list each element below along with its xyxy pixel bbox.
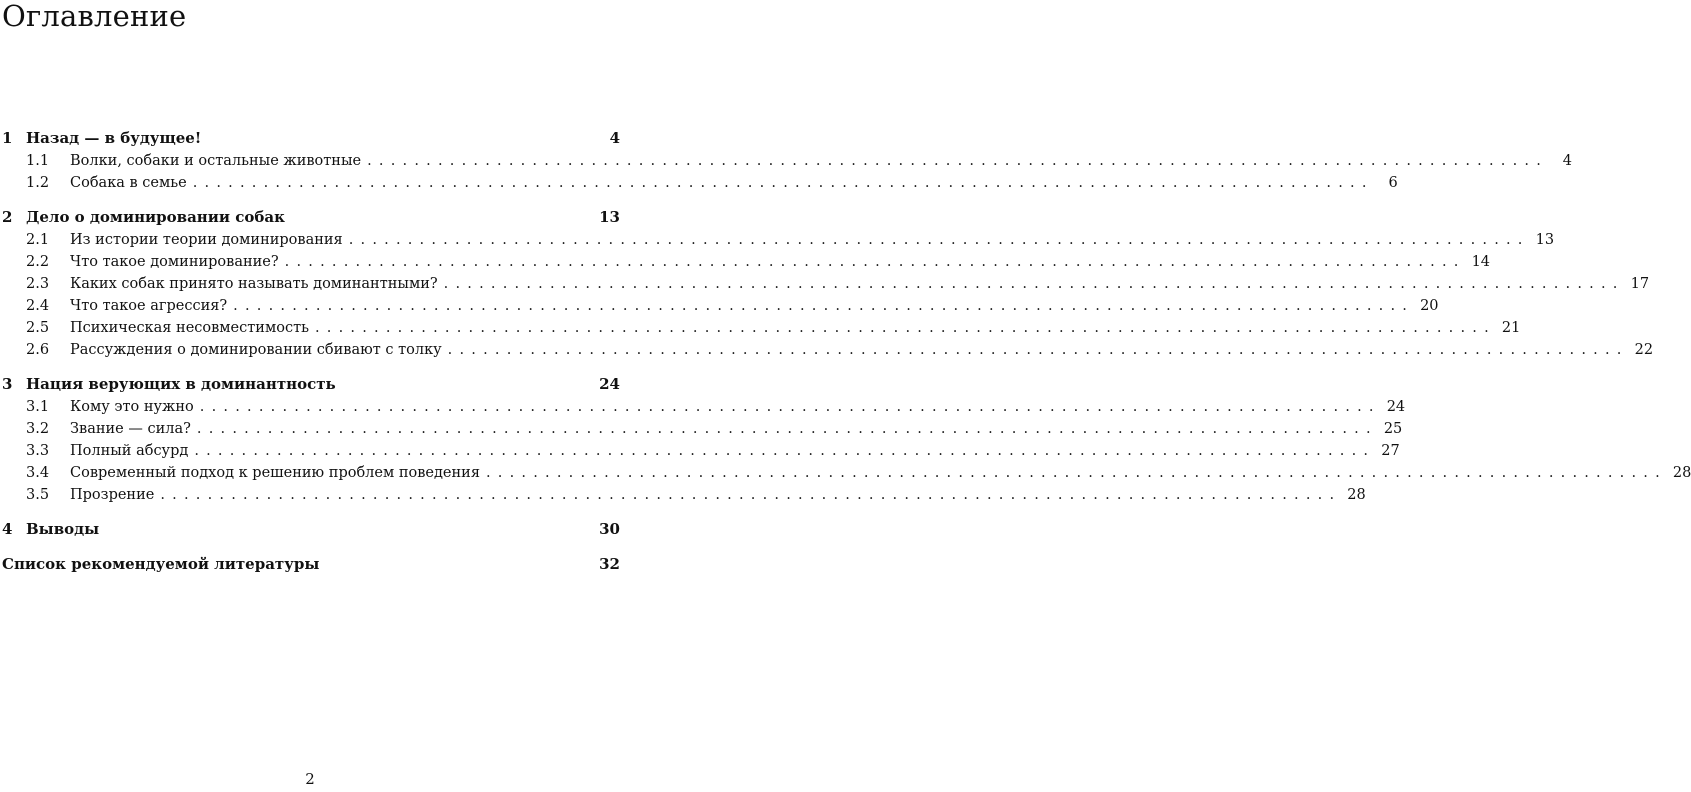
toc-section-entry[interactable] — [0, 396, 1406, 418]
dot-leader: .................................................................................................... — [196, 421, 1378, 437]
section-number: 2.5 — [26, 320, 50, 336]
section-number: 2.1 — [26, 232, 50, 248]
section-number: 3.2 — [26, 421, 50, 437]
section-page: 17 — [1630, 276, 1650, 292]
section-title: Звание — сила? — [70, 421, 191, 437]
toc-chapter-1 — [0, 126, 1573, 194]
chapter-number: 1 — [2, 129, 13, 147]
toc-section-entry[interactable] — [0, 295, 1439, 317]
toc-section-entry[interactable] — [0, 462, 1691, 484]
page-title: Оглавление — [2, 0, 187, 33]
dot-leader: .................................................................................................... — [284, 254, 1466, 270]
section-page: 6 — [1388, 175, 1398, 191]
toc-chapter-3 — [0, 372, 1691, 506]
section-number: 2.3 — [26, 276, 50, 292]
section-page: 25 — [1383, 421, 1403, 437]
chapter-page: 13 — [599, 208, 620, 226]
section-number: 3.5 — [26, 487, 50, 503]
toc-chapter-4 — [0, 517, 620, 541]
toc-section-entry[interactable] — [0, 339, 1654, 361]
toc-chapter-2 — [0, 205, 1654, 361]
toc-section-entry[interactable] — [0, 150, 1573, 172]
chapter-page: 30 — [599, 520, 620, 538]
bibliography-page: 32 — [599, 555, 620, 573]
toc-section-entry[interactable] — [0, 418, 1403, 440]
table-of-contents — [0, 126, 1691, 576]
dot-leader: .................................................................................................... — [199, 399, 1381, 415]
section-title: Прозрение — [70, 487, 155, 503]
toc-section-entry[interactable] — [0, 273, 1650, 295]
chapter-spacer — [0, 506, 620, 517]
section-title: Рассуждения о доминировании сбивают с толку — [70, 342, 442, 358]
toc-chapter-entry[interactable] — [0, 126, 620, 150]
section-page: 27 — [1381, 443, 1400, 459]
section-title: Что такое агрессия? — [70, 298, 228, 314]
section-title: Из истории теории доминирования — [70, 232, 343, 248]
chapter-title: Выводы — [26, 520, 100, 538]
dot-leader: .................................................................................................... — [315, 320, 1496, 336]
section-page: 14 — [1471, 254, 1491, 270]
toc-section-entry[interactable] — [0, 251, 1491, 273]
section-title: Волки, собаки и остальные животные — [70, 153, 362, 169]
section-number: 3.1 — [26, 399, 50, 415]
toc-section-entry[interactable] — [0, 229, 1555, 251]
dot-leader: .................................................................................................... — [160, 487, 1342, 503]
dot-leader: .................................................................................................... — [348, 232, 1530, 248]
chapter-spacer — [0, 361, 620, 372]
section-page: 28 — [1672, 465, 1691, 481]
section-title: Полный абсурд — [70, 443, 189, 459]
toc-chapter-entry[interactable] — [0, 372, 620, 396]
dot-leader: .................................................................................................... — [443, 276, 1625, 292]
chapter-spacer — [0, 541, 620, 552]
dot-leader: .................................................................................................... — [447, 342, 1629, 358]
section-title: Кому это нужно — [70, 399, 194, 415]
chapter-page: 24 — [599, 375, 620, 393]
page-number: 2 — [305, 770, 315, 788]
chapter-title: Назад — в будущее! — [26, 129, 202, 147]
chapter-page: 4 — [609, 129, 620, 147]
section-number: 2.4 — [26, 298, 50, 314]
section-page: 13 — [1535, 232, 1555, 248]
dot-leader: .................................................................................................... — [194, 443, 1376, 459]
section-page: 24 — [1386, 399, 1406, 415]
section-page: 20 — [1420, 298, 1439, 314]
chapter-spacer — [0, 194, 620, 205]
toc-section-entry[interactable] — [0, 172, 1398, 194]
section-page: 21 — [1501, 320, 1521, 336]
toc-bibliography-entry[interactable] — [0, 552, 620, 576]
section-title: Каких собак принято называть доминантными? — [70, 276, 438, 292]
toc-bibliography — [0, 552, 620, 576]
section-title: Что такое доминирование? — [70, 254, 279, 270]
section-number: 1.2 — [26, 175, 50, 191]
section-number: 1.1 — [26, 153, 50, 169]
section-page: 22 — [1634, 342, 1654, 358]
section-title: Психическая несовместимость — [70, 320, 309, 336]
section-number: 3.3 — [26, 443, 50, 459]
bibliography-title: Список рекомендуемой литературы — [2, 555, 320, 573]
dot-leader: .................................................................................................... — [486, 465, 1667, 481]
chapter-number: 4 — [2, 520, 13, 538]
dot-leader: .................................................................................................... — [367, 153, 1549, 169]
toc-section-entry[interactable] — [0, 440, 1400, 462]
chapter-number: 2 — [2, 208, 13, 226]
section-title: Современный подход к решению проблем поведения — [70, 465, 480, 481]
toc-chapter-entry[interactable] — [0, 517, 620, 541]
dot-leader: .................................................................................................... — [233, 298, 1415, 314]
chapter-title: Дело о доминировании собак — [26, 208, 285, 226]
dot-leader: .................................................................................................... — [192, 175, 1374, 191]
toc-section-entry[interactable] — [0, 317, 1521, 339]
section-number: 2.6 — [26, 342, 50, 358]
chapter-title: Нация верующих в доминантность — [26, 375, 336, 393]
section-page: 4 — [1562, 153, 1573, 169]
section-number: 2.2 — [26, 254, 50, 270]
section-page: 28 — [1347, 487, 1366, 503]
toc-section-entry[interactable] — [0, 484, 1366, 506]
toc-chapter-entry[interactable] — [0, 205, 620, 229]
section-number: 3.4 — [26, 465, 50, 481]
chapter-number: 3 — [2, 375, 13, 393]
section-title: Собака в семье — [70, 175, 187, 191]
